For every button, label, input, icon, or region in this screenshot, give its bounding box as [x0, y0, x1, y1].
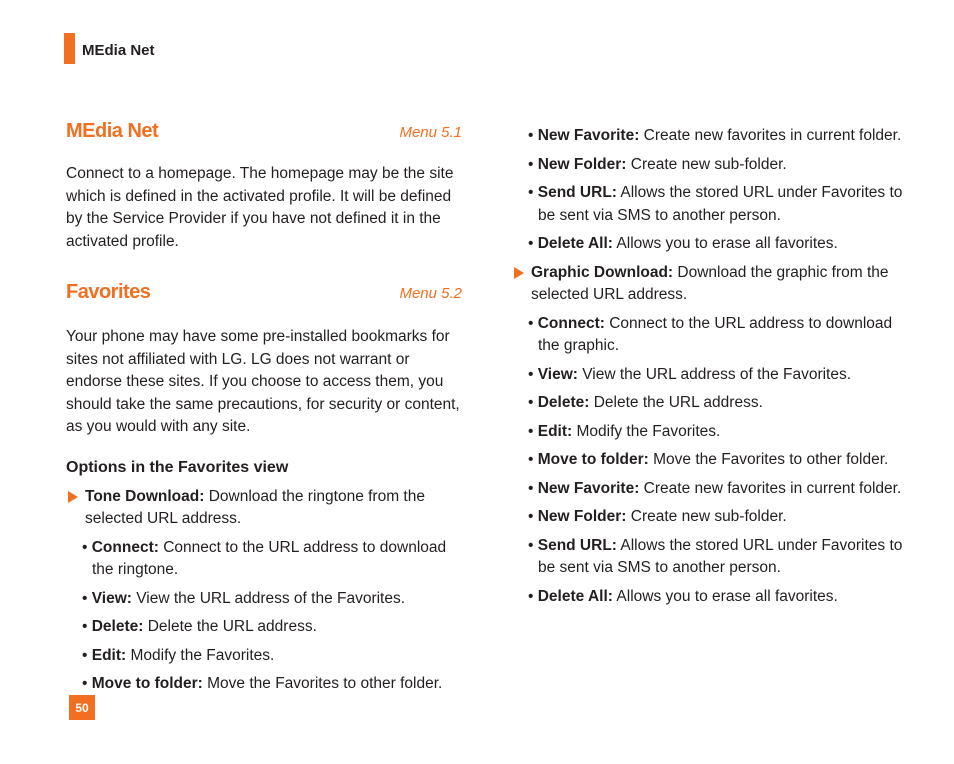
description: View the URL address of the Favorites. [577, 365, 852, 383]
list-item: • Edit: Modify the Favorites. [82, 646, 275, 664]
section-title: MEdia Net [66, 120, 159, 142]
term: Tone Download: [85, 487, 205, 505]
term: Delete: [91, 618, 144, 635]
term: Connect: [91, 538, 159, 556]
description: Download the graphic from the selected URL address. [531, 263, 889, 303]
options-heading: Options in the Favorites view [66, 458, 289, 476]
term: Delete: [537, 394, 590, 411]
description: Modify the Favorites. [572, 422, 721, 440]
header-label: MEdia Net [82, 42, 155, 59]
list-item: • New Folder: Create new sub-folder. [528, 155, 787, 173]
list-item: • Delete: Delete the URL address. [82, 618, 317, 635]
graphic-download-item [512, 262, 912, 307]
term: Edit: [91, 646, 127, 664]
list-item: • New Favorite: Create new favorites in current folder. [528, 479, 902, 497]
right-column [512, 125, 912, 608]
description: Download the ringtone from the selected URL address. [85, 487, 425, 527]
description: Modify the Favorites. [126, 646, 275, 664]
term: Delete All: [537, 587, 613, 605]
list-item: • Delete All: Allows you to erase all favorites. [528, 587, 838, 605]
tone-download-item [66, 486, 462, 531]
arrow-item-text [85, 486, 462, 531]
favorites-paragraph: Your phone may have some pre-installed bookmarks for sites not affiliated with LG. LG does not warrant or endorse these sites. If you choose to access them, you should take the same precautions, for security or content, as you would with any site. [66, 328, 460, 435]
description: Move the Favorites to other folder. [202, 675, 443, 692]
list-item: • Connect: Connect to the URL address to download the graphic. [528, 314, 893, 354]
list-item: • Send URL: Allows the stored URL under Favorites to be sent via SMS to another person. [528, 536, 903, 576]
list-item: • View: View the URL address of the Favorites. [528, 365, 852, 383]
triangle-arrow-icon [68, 491, 78, 503]
term: Delete All: [537, 235, 613, 252]
term: View: [537, 365, 578, 383]
term: Edit: [537, 422, 573, 440]
term: View: [91, 589, 132, 607]
term: Move to folder: [537, 451, 649, 468]
section-favorites-heading [66, 281, 462, 304]
page-number-badge: 50 [69, 695, 95, 720]
term: Connect: [537, 314, 605, 332]
list-item: • View: View the URL address of the Favorites. [82, 589, 406, 607]
term: New Folder: [537, 155, 627, 173]
description: Allows you to erase all favorites. [612, 587, 838, 605]
term: New Favorite: [537, 127, 640, 144]
list-item: • New Favorite: Create new favorites in current folder. [528, 127, 902, 144]
header-accent-bar [64, 33, 75, 64]
section-title: Favorites [66, 281, 151, 303]
description: Move the Favorites to other folder. [648, 451, 889, 468]
description: Allows the stored URL under Favorites to be sent via SMS to another person. [538, 536, 903, 576]
description: Connect to the URL address to download the ringtone. [92, 538, 447, 578]
description: Allows you to erase all favorites. [612, 235, 838, 252]
term: Graphic Download: [531, 263, 674, 281]
term: Send URL: [537, 184, 617, 201]
list-item: • Move to folder: Move the Favorites to other folder. [528, 451, 889, 468]
media-net-paragraph: Connect to a homepage. The homepage may be the site which is defined in the activated profile. It will be defined by the Service Provider if you have not defined it in the activated profile. [66, 165, 454, 250]
arrow-item-text [531, 262, 912, 307]
list-item: • Delete: Delete the URL address. [528, 394, 763, 411]
description: Delete the URL address. [589, 394, 763, 411]
term: Send URL: [537, 536, 617, 554]
description: Create new favorites in current folder. [639, 479, 902, 497]
term: New Folder: [537, 508, 627, 525]
description: Connect to the URL address to download the graphic. [538, 314, 893, 354]
description: Create new favorites in current folder. [639, 127, 902, 144]
list-item: • Delete All: Allows you to erase all favorites. [528, 235, 838, 252]
list-item: • Connect: Connect to the URL address to download the ringtone. [82, 538, 447, 578]
triangle-arrow-icon [514, 267, 524, 279]
section-media-net-heading [66, 120, 462, 143]
term: Move to folder: [91, 675, 203, 692]
description: Create new sub-folder. [626, 508, 787, 525]
list-item: • New Folder: Create new sub-folder. [528, 508, 787, 525]
description: Delete the URL address. [143, 618, 317, 635]
term: New Favorite: [537, 479, 640, 497]
menu-reference: Menu 5.1 [399, 124, 462, 141]
description: Allows the stored URL under Favorites to be sent via SMS to another person. [538, 184, 903, 224]
list-item: • Edit: Modify the Favorites. [528, 422, 721, 440]
list-item: • Send URL: Allows the stored URL under Favorites to be sent via SMS to another person. [528, 184, 903, 224]
left-column [66, 120, 462, 696]
menu-reference: Menu 5.2 [399, 285, 462, 302]
description: View the URL address of the Favorites. [131, 589, 406, 607]
description: Create new sub-folder. [626, 155, 787, 173]
list-item: • Move to folder: Move the Favorites to other folder. [82, 675, 443, 692]
